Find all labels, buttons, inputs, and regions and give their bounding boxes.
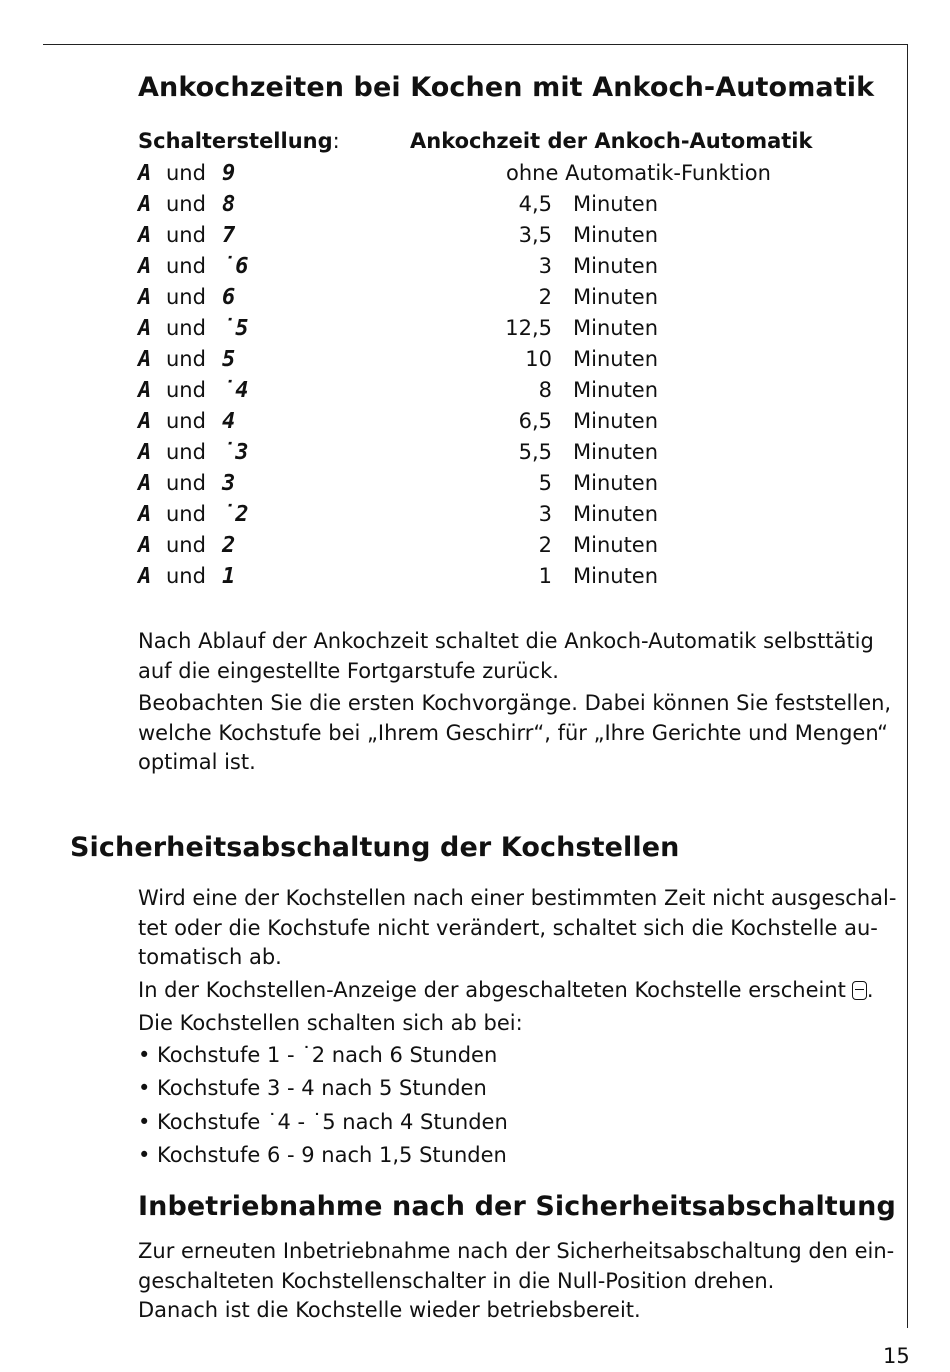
switch-level-symbol: ˙6 xyxy=(222,254,249,279)
table-row xyxy=(138,282,838,313)
section-title-sicherheitsabschaltung: Sicherheitsabschaltung der Kochstellen xyxy=(70,832,680,863)
s3-line2: geschalteten Kochstellenschalter in die Null-Position drehen. xyxy=(138,1268,775,1293)
table-row xyxy=(138,313,838,344)
paragraph-schalten-ab: Die Kochstellen schalten sich ab bei: xyxy=(138,1011,523,1035)
switch-level-symbol: 7 xyxy=(222,223,236,248)
switch-level-symbol: 1 xyxy=(222,564,236,589)
bullet-item: • Kochstufe 3 - 4 nach 5 Stunden xyxy=(138,1076,487,1100)
table-row xyxy=(138,344,838,375)
switch-a-symbol: A xyxy=(138,564,152,589)
paragraph-anzeige xyxy=(138,976,874,1006)
switch-a-symbol: A xyxy=(138,533,152,558)
table-row xyxy=(138,437,838,468)
s2-para2-text: In der Kochstellen-Anzeige der abgeschalteten Kochstelle erscheint xyxy=(138,978,846,1002)
connector-und: und xyxy=(166,440,206,464)
table-row xyxy=(138,189,838,220)
time-value: 12,5 xyxy=(505,316,552,340)
table-row xyxy=(138,158,838,189)
connector-und: und xyxy=(166,223,206,247)
s2-para2-end: . xyxy=(866,978,874,1002)
top-rule xyxy=(43,44,908,45)
switch-a-symbol: A xyxy=(138,347,152,372)
col1-header-colon: : xyxy=(332,129,340,153)
switch-a-symbol: A xyxy=(138,471,152,496)
table-row xyxy=(138,468,838,499)
time-value: 3 xyxy=(538,254,552,278)
switch-level-symbol: ˙5 xyxy=(222,316,249,341)
switch-a-symbol: A xyxy=(138,192,152,217)
para2-line1: Beobachten Sie die ersten Kochvorgänge. Dabei können Sie feststellen, xyxy=(138,691,892,715)
para2-line3: optimal ist. xyxy=(138,750,256,774)
switch-a-symbol: A xyxy=(138,254,152,279)
connector-und: und xyxy=(166,316,206,340)
col2-header-text: Ankochzeit der Ankoch-Automatik xyxy=(410,129,813,153)
switch-level-symbol: ˙4 xyxy=(222,378,249,403)
time-value: 8 xyxy=(538,378,552,402)
table-row xyxy=(138,406,838,437)
column-header-ankochzeit xyxy=(410,129,812,153)
table-row xyxy=(138,220,838,251)
switch-level-symbol: 8 xyxy=(222,192,236,217)
bullet-item: • Kochstufe 1 - ˙2 nach 6 Stunden xyxy=(138,1043,498,1067)
time-value: 10 xyxy=(525,347,552,371)
connector-und: und xyxy=(166,285,206,309)
switch-a-symbol: A xyxy=(138,285,152,310)
time-unit: Minuten xyxy=(573,409,659,433)
table-row xyxy=(138,530,838,561)
paragraph-nach-ablauf xyxy=(138,627,874,686)
connector-und: und xyxy=(166,409,206,433)
right-rule xyxy=(907,44,908,1328)
s3-line3: Danach ist die Kochstelle wieder betriebsbereit. xyxy=(138,1298,641,1322)
switch-level-symbol: 4 xyxy=(222,409,236,434)
switch-a-symbol: A xyxy=(138,223,152,248)
time-unit: Minuten xyxy=(573,533,659,557)
switch-level-symbol: 2 xyxy=(222,533,236,558)
time-value: 2 xyxy=(538,533,552,557)
table-row xyxy=(138,251,838,282)
switch-level-symbol: 9 xyxy=(222,161,236,186)
s2-para1-line2: tet oder die Kochstufe nicht verändert, schaltet sich die Kochstelle au- xyxy=(138,915,878,940)
switch-level-symbol: 6 xyxy=(222,285,236,310)
connector-und: und xyxy=(166,471,206,495)
switch-level-symbol: 3 xyxy=(222,471,236,496)
connector-und: und xyxy=(166,192,206,216)
table-row xyxy=(138,375,838,406)
switch-a-symbol: A xyxy=(138,502,152,527)
s2-para1-line1: Wird eine der Kochstellen nach einer bestimmten Zeit nicht ausgeschal- xyxy=(138,886,897,910)
time-value: 4,5 xyxy=(518,192,552,216)
switch-level-symbol: ˙2 xyxy=(222,502,249,527)
stop-display-icon xyxy=(852,981,867,1000)
connector-und: und xyxy=(166,564,206,588)
time-unit: Minuten xyxy=(573,564,659,588)
time-unit: Minuten xyxy=(573,471,659,495)
time-value: 5 xyxy=(538,471,552,495)
time-unit: Minuten xyxy=(573,254,659,278)
switch-a-symbol: A xyxy=(138,378,152,403)
switch-a-symbol: A xyxy=(138,409,152,434)
time-unit: Minuten xyxy=(573,223,659,247)
page-number: 15 xyxy=(883,1344,910,1368)
s2-para1-line3: tomatisch ab. xyxy=(138,945,282,969)
time-unit: Minuten xyxy=(573,378,659,402)
paragraph-beobachten xyxy=(138,689,891,778)
para2-line2: welche Kochstufe bei „Ihrem Geschirr“, für „Ihre Gerichte und Mengen“ xyxy=(138,720,888,745)
paragraph-wird-eine xyxy=(138,884,896,973)
time-value: 3,5 xyxy=(518,223,552,247)
time-value: 5,5 xyxy=(518,440,552,464)
section-title-inbetriebnahme: Inbetriebnahme nach der Sicherheitsabschaltung xyxy=(138,1191,896,1222)
table-row xyxy=(138,561,838,592)
para1-line2: auf die eingestellte Fortgarstufe zurück. xyxy=(138,658,559,683)
column-header-schalterstellung xyxy=(138,129,340,153)
time-value: 2 xyxy=(538,285,552,309)
col1-header-text: Schalterstellung xyxy=(138,129,333,153)
connector-und: und xyxy=(166,533,206,557)
s3-line1: Zur erneuten Inbetriebnahme nach der Sicherheitsabschaltung den ein- xyxy=(138,1239,895,1263)
section-title-ankochzeiten: Ankochzeiten bei Kochen mit Ankoch-Automatik xyxy=(138,72,875,103)
time-value: ohne Automatik-Funktion xyxy=(506,161,771,185)
time-value: 1 xyxy=(538,564,552,588)
time-value: 6,5 xyxy=(518,409,552,433)
table-row xyxy=(138,499,838,530)
connector-und: und xyxy=(166,161,206,185)
connector-und: und xyxy=(166,347,206,371)
switch-a-symbol: A xyxy=(138,440,152,465)
time-unit: Minuten xyxy=(573,316,659,340)
time-unit: Minuten xyxy=(573,440,659,464)
time-unit: Minuten xyxy=(573,502,659,526)
time-unit: Minuten xyxy=(573,285,659,309)
paragraph-inbetriebnahme xyxy=(138,1237,894,1326)
switch-level-symbol: 5 xyxy=(222,347,236,372)
connector-und: und xyxy=(166,502,206,526)
bullet-item: • Kochstufe ˙4 - ˙5 nach 4 Stunden xyxy=(138,1110,508,1134)
bullet-item: • Kochstufe 6 - 9 nach 1,5 Stunden xyxy=(138,1143,507,1167)
time-unit: Minuten xyxy=(573,192,659,216)
time-unit: Minuten xyxy=(573,347,659,371)
time-value: 3 xyxy=(538,502,552,526)
switch-a-symbol: A xyxy=(138,161,152,186)
switch-a-symbol: A xyxy=(138,316,152,341)
connector-und: und xyxy=(166,254,206,278)
switch-level-symbol: ˙3 xyxy=(222,440,249,465)
para1-line1: Nach Ablauf der Ankochzeit schaltet die Ankoch-Automatik selbsttätig xyxy=(138,629,874,653)
ankochzeiten-table xyxy=(138,158,838,592)
connector-und: und xyxy=(166,378,206,402)
